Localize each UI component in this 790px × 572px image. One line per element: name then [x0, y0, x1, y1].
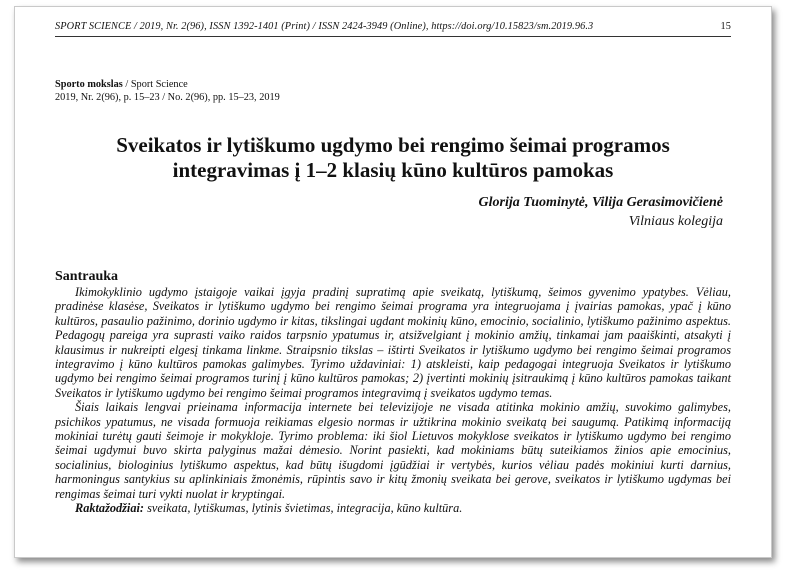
abstract-body	[55, 285, 731, 516]
journal-source	[55, 79, 280, 104]
keywords-label: Raktažodžiai:	[75, 501, 145, 516]
affiliation: Vilniaus kolegija	[628, 214, 723, 229]
abstract-paragraph-1: Ikimokyklinio ugdymo įstaigoje vaikai įgyja pradinį supratimą apie sveikatą, lytiškumą, šeimos gyvenimo ypatybes. Vėliau, pradinėse klasėse, Sveikatos ir lytiškumo ugdymo bei rengimo šeimai programa yra integruojama į įvairias pamokas, ypač į kūno kultūros, pasaulio pažinimo, dorinio ugdymo ir kitas, tikslingai ugdant mokinių kūno, emocinio, socialinio, lytiškumo pažinimo aspektus. Pedagogų pareiga yra suprasti vaiko raidos tarpsnio ypatumus ir, atsižvelgiant į mokinio amžių, tinkamai jam paaiškinti, atsakyti į klausimus ir nukreipti elgesį tinkama linkme. Straipsnio tikslas – ištirti Sveikatos ir lytiškumo ugdymo bei rengimo šeimai programos integravimo į kūno kultūros pamokas galimybes. Tyrimo uždaviniai: 1) atskleisti, kaip pedagogai integruoja Sveikatos ir lytiškumo ugdymo bei rengimo šeimai programos turinį į kūno kultūros pamokas; 2) įvertinti mokinių įsitraukimą į kūno kultūros pamokas taikant Sveikatos ir lytiškumo ugdymo bei rengimo šeimai programos integravimą į sveikatos ugdymo temas.	[55, 285, 731, 400]
page-number: 15	[720, 21, 731, 32]
title-line-2: integravimas į 1–2 klasių kūno kultūros pamokas	[172, 158, 614, 182]
journal-citation: 2019, Nr. 2(96), p. 15–23 / No. 2(96), pp. 15–23, 2019	[55, 91, 280, 103]
abstract-heading: Santrauka	[55, 269, 119, 284]
keywords-paragraph	[55, 501, 731, 515]
title-line-1: Sveikatos ir lytiškumo ugdymo bei rengimo šeimai programos	[116, 133, 670, 157]
journal-name-english: / Sport Science	[122, 79, 188, 90]
authors: Glorija Tuominytė, Vilija Gerasimovičienė	[478, 195, 723, 210]
running-head-text: SPORT SCIENCE / 2019, Nr. 2(96), ISSN 1392-1401 (Print) / ISSN 2424-3949 (Online), https://doi.org/10.15823/sm.2019.96.3	[55, 21, 594, 32]
abstract-paragraph-2: Šiais laikais lengvai prieinama informacija internete bei televizijoje ne visada atitinka mokinio amžių, suvokimo galimybes, psichikos ypatumus, ne visada formuoja reikiamas elgesio normas ir užtikrina mokinio sveikatą bei saugumą. Patikimą informaciją mokiniai turėtų gauti šeimoje ir mokykloje. Tyrimo problema: iki šiol Lietuvos mokyklose sveikatos ir lytiškumo ugdymo bei rengimo šeimai ugdymui buvo skirta palyginus mažai dėmesio. Norint pasiekti, kad mokiniams būtų suteikiamos žinios apie emocinius, socialinius, biologinius lytiškumo aspektus, kad būtų išugdomi įgūdžiai ir vertybės, kurios vėliau padės mokiniui kurti darnius, harmoningus santykius su aplinkiniais žmonėmis, rūpintis savo ir kitų žmonių sveikata bei gerove, sveikatos ir lytiškumo ugdymas bei rengimas šeimai turi vykti nuolat ir kryptingai.	[55, 400, 731, 501]
document-page	[14, 6, 772, 558]
keywords-list: sveikata, lytiškumas, lytinis švietimas, integracija, kūno kultūra.	[144, 501, 463, 516]
running-head	[55, 21, 731, 37]
journal-name: Sporto mokslas	[55, 79, 123, 90]
paper-title	[55, 133, 731, 183]
